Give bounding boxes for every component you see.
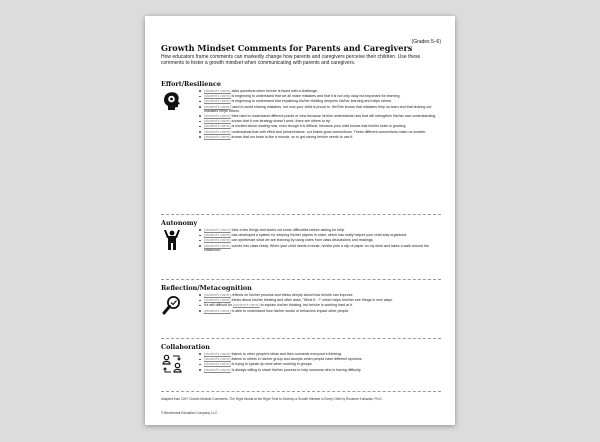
- copyright-notice: © Benchmark Education Company, LLC: [161, 411, 218, 415]
- list-item: (student's name) knows that our brain is like a muscle, so to get strong he/she needs to use it.: [199, 135, 443, 139]
- magnifying-glass-icon: [161, 294, 183, 316]
- comment-list: [199, 292, 443, 313]
- name-blank[interactable]: (student's name): [204, 362, 231, 367]
- list-item: (student's name) reflects on his/her process and thinks deeply about how he/she can improve.: [199, 293, 443, 297]
- people-exchange-icon: [161, 353, 183, 375]
- list-item: (student's name) has developed a system for keeping his/her papers in order, which has really helped your child stay organized.: [199, 233, 443, 237]
- list-item: (student's name) tries a few things and works out some difficulties before asking for help.: [199, 228, 443, 232]
- list-item: (student's name) used to avoid sharing mistakes, but now your child is proud to. He/She knows that mistakes help us learn and that sharing our mistakes helps others.: [199, 105, 443, 113]
- grade-label: (Grades 5–6): [411, 39, 441, 45]
- section-divider: [161, 338, 441, 339]
- name-blank[interactable]: (student's name): [204, 99, 231, 104]
- name-blank[interactable]: (student's name): [204, 228, 231, 232]
- list-item: (student's name) listens to others in his/her group and accepts when people have different opinions.: [199, 357, 443, 361]
- list-item: (student's name) can synthesize what we are learning by using notes from class discussions and readings.: [199, 238, 443, 242]
- section-divider: [161, 214, 441, 215]
- name-blank[interactable]: (student's name): [204, 308, 231, 313]
- list-item: (student's name) thinks about his/her thinking and often asks, "What if...?" which helps him/her see things in new ways.: [199, 298, 443, 302]
- list-item: (student's name) knows that if one strategy doesn't work, there are others to try.: [199, 119, 443, 123]
- name-blank[interactable]: (student's name): [204, 233, 231, 238]
- section-divider: [161, 279, 441, 280]
- list-item: (student's name) is always willing to share his/her process to help someone who is having difficulty.: [199, 368, 443, 372]
- name-blank[interactable]: (student's name): [204, 352, 231, 356]
- name-blank[interactable]: (student's name): [204, 89, 231, 93]
- source-citation: Adapted from 100+ Growth Mindset Comments: The Right Words at the Right Time to Develop a Growth Mindset in Every Child by Roxanne Kuriazaki, Ph.D.: [161, 397, 383, 401]
- list-item: (student's name) is excited about reading now, even though it is difficult, because your child knows that his/her brain is growing.: [199, 124, 443, 128]
- list-item: (student's name) is trying to speak up more when working in groups.: [199, 362, 443, 366]
- section-title: Effort/Resilience: [161, 80, 221, 88]
- section-autonomy: [161, 219, 441, 252]
- name-blank[interactable]: (student's name): [204, 243, 231, 248]
- section-title: Reflection/Metacognition: [161, 284, 252, 292]
- section-effort-resilience: [161, 80, 441, 139]
- name-blank[interactable]: (student's name): [204, 238, 231, 243]
- worksheet-page: [145, 16, 455, 425]
- page-title: Growth Mindset Comments for Parents and Caregivers: [161, 43, 413, 53]
- section-collaboration: [161, 343, 441, 372]
- title-row: [161, 38, 441, 53]
- person-arms-up-icon: [161, 229, 183, 251]
- list-item: (student's name) asks questions when he/she is faced with a challenge.: [199, 89, 443, 93]
- name-blank[interactable]: (student's name): [204, 129, 231, 134]
- name-blank[interactable]: (student's name): [204, 357, 231, 362]
- list-item: (student's name) comes into class ready. When your child needs a break, he/she puts a slip of paper on my desk and takes a walk around the classroom.: [199, 244, 443, 252]
- section-divider: [161, 391, 441, 392]
- comment-list: [199, 227, 443, 252]
- name-blank[interactable]: (student's name): [204, 298, 231, 303]
- intro-text: How educators frame comments can markedly change how parents and caregivers perceive their children. Use these comments to foster a growth mindset when communicating with parents and caregivers.: [161, 54, 421, 66]
- comment-list: [199, 351, 443, 372]
- section-title: Collaboration: [161, 343, 210, 351]
- list-item: (student's name) tries hard to understand different points of view because he/she understands how that will strengthen his/her own understanding.: [199, 114, 443, 118]
- name-blank[interactable]: (student's name): [232, 303, 260, 308]
- list-item: It's still difficult for (student's name) to explain his/her thinking, but he/she is working hard at it.: [199, 303, 443, 307]
- name-blank[interactable]: (student's name): [204, 104, 231, 109]
- name-blank[interactable]: (student's name): [204, 293, 231, 297]
- name-blank[interactable]: (student's name): [204, 119, 231, 124]
- section-title: Autonomy: [161, 219, 198, 227]
- list-item: (student's name) understands that with effort and perseverance, our brains grow connections. These different connections make us smarter.: [199, 130, 443, 134]
- list-item: (student's name) listens to other people's ideas and then connects everyone's thinking.: [199, 352, 443, 356]
- list-item: (student's name) is beginning to understand that we all make mistakes and that it is not only okay but important for learning.: [199, 94, 443, 98]
- section-reflection-metacognition: [161, 284, 441, 313]
- name-blank[interactable]: (student's name): [204, 124, 231, 129]
- list-item: (student's name) is able to understand how his/her words or behaviors impact other people.: [199, 309, 443, 313]
- list-item: (student's name) is beginning to understand that explaining his/her thinking deepens his/her learning and helps others.: [199, 99, 443, 103]
- head-gear-icon: [161, 90, 183, 112]
- name-blank[interactable]: (student's name): [204, 367, 231, 372]
- name-blank[interactable]: (student's name): [204, 94, 231, 99]
- comment-list: [199, 88, 443, 139]
- name-blank[interactable]: (student's name): [204, 114, 231, 119]
- name-blank[interactable]: (student's name): [204, 134, 231, 139]
